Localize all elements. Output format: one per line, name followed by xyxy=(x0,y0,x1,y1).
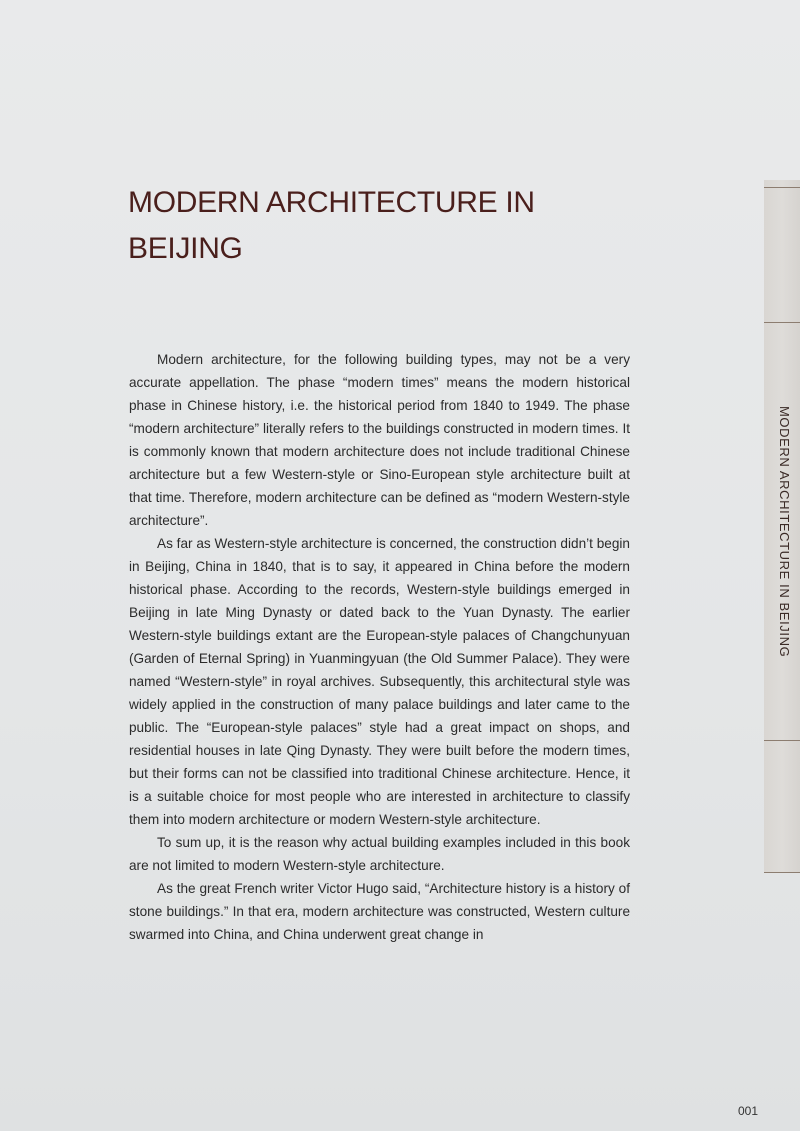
tab-divider xyxy=(764,187,800,188)
page-number: 001 xyxy=(738,1104,759,1118)
paragraph: Modern architecture, for the following building types, may not be a very accurate appellation. The phase “modern times” means the modern historical phase in Chinese history, i.e. the historical period from 1840 to 1949. The phase “modern architecture” literally refers to the buildings constructed in modern times. It is commonly known that modern architecture does not include traditional Chinese architecture but a few Western-style or Sino-European style architecture built at that time. Therefore, modern architecture can be defined as “modern Western-style architecture”. xyxy=(129,352,630,528)
chapter-title xyxy=(128,180,648,272)
chapter-title-line-2: BEIJING xyxy=(128,232,243,265)
paragraph: To sum up, it is the reason why actual building examples included in this book are not limited to modern Western-style architecture. xyxy=(129,835,630,873)
tab-divider xyxy=(764,872,800,873)
tab-divider xyxy=(764,322,800,323)
body-text xyxy=(129,348,630,946)
tab-divider xyxy=(764,740,800,741)
paragraph: As far as Western-style architecture is concerned, the construction didn’t begin in Beijing, China in 1840, that is to say, it appeared in China before the modern historical phase. According to the records, Western-style buildings emerged in Beijing in late Ming Dynasty or dated back to the Yuan Dynasty. The earlier Western-style buildings extant are the European-style palaces of Changchunyuan (Garden of Eternal Spring) in Yuanmingyuan (the Old Summer Palace). They were named “Western-style” in royal archives. Subsequently, this architectural style was widely applied in the construction of many palace buildings and later came to the public. The “European-style palaces” style had a great impact on shops, and residential houses in late Qing Dynasty. They were built before the modern times, but their forms can not be classified into traditional Chinese architecture. Hence, it is a suitable choice for most people who are interested in architecture to classify them into modern architecture or modern Western-style architecture. xyxy=(129,536,630,827)
side-tab-label: MODERN ARCHITECTURE IN BEIJING xyxy=(777,406,792,658)
paragraph: As the great French writer Victor Hugo said, “Architecture history is a history of stone buildings.” In that era, modern architecture was constructed, Western culture swarmed into China, and China underwent great change in xyxy=(129,881,630,942)
chapter-title-line-1: MODERN ARCHITECTURE IN xyxy=(128,186,535,219)
